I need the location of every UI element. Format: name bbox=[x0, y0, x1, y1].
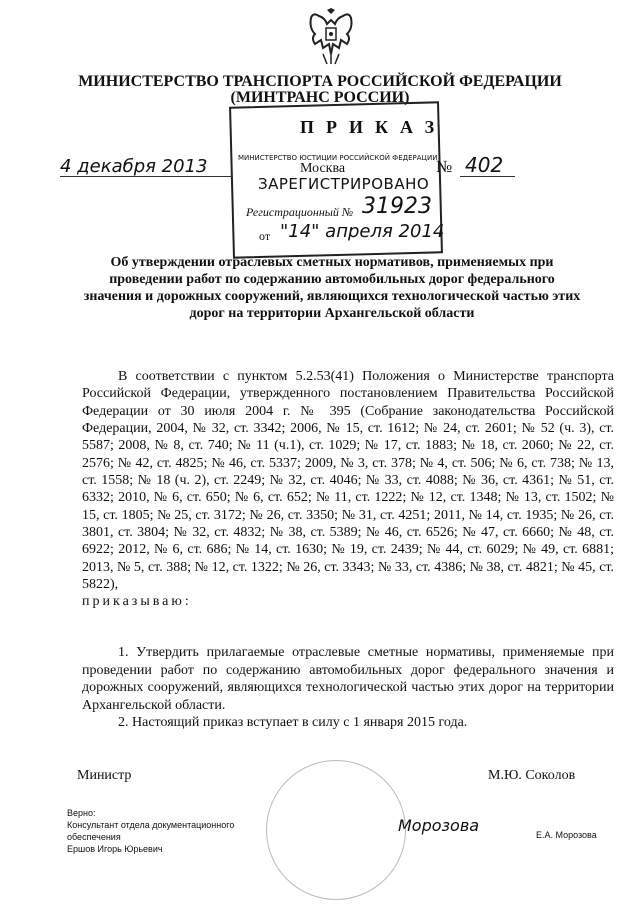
order-subject: Об утверждении отраслевых сметных нормативов, применяемых при проведении работ по содержанию автомобильных дорог федерального значения и дорожных сооружений, являющихся технологической частью этих дорог на территории Архангельской области bbox=[83, 255, 581, 321]
official-seal bbox=[266, 760, 406, 900]
order-number-label: № bbox=[436, 157, 453, 176]
certifier-position-line2: обеспечения bbox=[67, 832, 121, 842]
signatory-position: Министр bbox=[77, 768, 132, 783]
order-number: 402 bbox=[465, 153, 504, 177]
stamp-date-label: от bbox=[259, 229, 271, 243]
order-number-underline bbox=[460, 176, 515, 177]
stamp-city: Москва bbox=[300, 161, 346, 176]
certification-block bbox=[67, 807, 234, 855]
coat-of-arms-icon bbox=[307, 8, 355, 66]
stamp-number-label: Регистрационный № bbox=[246, 205, 354, 219]
order-date-underline bbox=[60, 176, 232, 177]
preamble-block bbox=[82, 368, 614, 611]
ministry-title: МИНИСТЕРСТВО ТРАНСПОРТА РОССИЙСКОЙ ФЕДЕРАЦИИ bbox=[78, 73, 562, 90]
stamp-number: 31923 bbox=[362, 194, 432, 219]
certifier-signer: Е.А. Морозова bbox=[536, 830, 597, 840]
order-item: 2. Настоящий приказ вступает в силу с 1 января 2015 года. bbox=[118, 715, 468, 730]
order-items bbox=[82, 644, 614, 732]
verno-label: Верно: bbox=[67, 808, 96, 818]
stamp-date: "14" апреля 2014 bbox=[280, 221, 445, 242]
signatory-name: М.Ю. Соколов bbox=[488, 768, 576, 783]
certifier-name: Ершов Игорь Юрьевич bbox=[67, 844, 163, 854]
ministry-abbrev: (МИНТРАНС РОССИИ) bbox=[230, 89, 410, 106]
certifier-position-line1: Консультант отдела документационного bbox=[67, 820, 235, 830]
doc-type-heading: ПРИКАЗ bbox=[300, 117, 447, 137]
decree-word: приказываю: bbox=[82, 594, 192, 610]
order-item: 1. Утвердить прилагаемые отраслевые сметные нормативы, применяемые при проведении работ по содержанию автомобильных дорог федерального значения и дорожных сооружений, являющихся технологической частью этих дорог на территории Архангельской области. bbox=[82, 645, 614, 713]
stamp-authority: МИНИСТЕРСТВО ЮСТИЦИИ РОССИЙСКОЙ ФЕДЕРАЦИИ bbox=[238, 154, 438, 162]
order-date: 4 декабря 2013 bbox=[60, 156, 208, 177]
preamble-text: В соответствии с пунктом 5.2.53(41) Положения о Министерстве транспорта Российской Федерации, утвержденного постановлением Правительства Российской Федерации от 30 июля 2004 г. № 395 (Собрание законодательства Российской Федерации, 2004, № 32, ст. 3342; 2006, № 15, ст. 1612; № 24, ст. 2601; № 52 (ч. 3), ст. 5587; 2008, № 8, ст. 740; № 11 (ч.1), ст. 1029; № 17, ст. 1883; № 18, ст. 2060; № 22, ст. 2576; № 42, ст. 4825; № 46, ст. 5337; 2009, № 3, ст. 378; № 4, ст. 506; № 6, ст. 738; № 13, ст. 1558; № 18 (ч. 2), ст. 2249; № 32, ст. 4046; № 33, ст. 4088; № 36, ст. 4361; № 51, ст. 6332; 2010, № 6, ст. 650; № 6, ст. 652; № 11, ст. 1222; № 12, ст. 1348; № 13, ст. 1502; № 15, ст. 1805; № 25, ст. 3172; № 26, ст. 3350; № 31, ст. 4251; 2011, № 14, ст. 1935; № 26, ст. 3801, ст. 3804; № 32, ст. 4832; № 38, ст. 5389; № 46, ст. 6526; № 47, ст. 6660; № 48, ст. 6922; 2012, № 6, ст. 686; № 14, ст. 1630; № 19, ст. 2439; № 44, ст. 6029; № 49, ст. 6881; 2013, № 5, ст. 388; № 12, ст. 1322; № 26, ст. 3343; № 33, ст. 4386; № 38, ст. 4821; № 45, ст. 5822), bbox=[82, 369, 614, 593]
handwritten-signature: Морозова bbox=[398, 816, 480, 835]
stamp-status: ЗАРЕГИСТРИРОВАНО bbox=[258, 175, 430, 193]
